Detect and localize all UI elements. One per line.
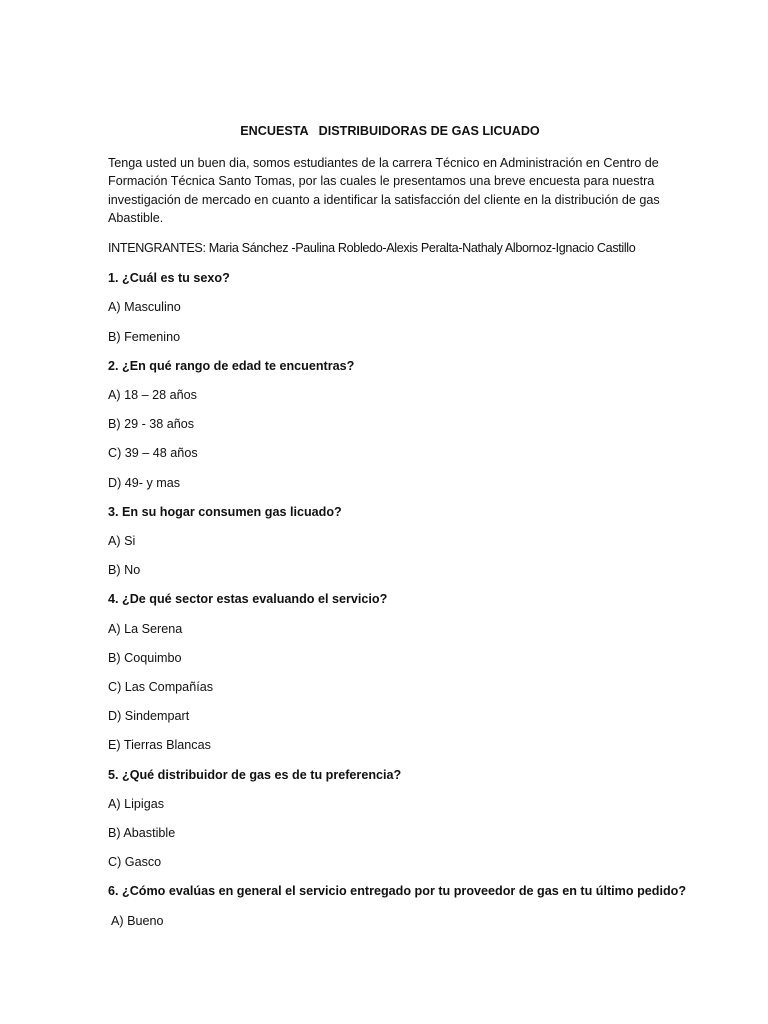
question-4-option-d: D) Sindempart — [108, 709, 190, 724]
question-5-option-c: C) Gasco — [108, 855, 162, 870]
document-content — [108, 122, 687, 941]
question-6-option-a: A) Bueno — [111, 913, 164, 928]
question-1-option-a: A) Masculino — [108, 300, 181, 315]
members-line: INTENGRANTES: Maria Sánchez -Paulina Robledo-Alexis Peralta-Nathaly Albornoz-Ignacio Castillo — [108, 241, 636, 256]
question-5-option-a: A) Lipigas — [108, 796, 165, 811]
question-4-option-e: E) Tierras Blancas — [108, 738, 211, 753]
question-2: 2. ¿En qué rango de edad te encuentras? — [108, 358, 355, 373]
question-4-option-a: A) La Serena — [108, 621, 183, 636]
question-3: 3. En su hogar consumen gas licuado? — [108, 504, 342, 519]
question-1-option-b: B) Femenino — [108, 329, 181, 344]
question-4: 4. ¿De qué sector estas evaluando el servicio? — [108, 592, 388, 607]
question-2-option-d: D) 49- y mas — [108, 475, 181, 490]
question-6: 6. ¿Cómo evalúas en general el servicio entregado por tu proveedor de gas en tu último pedido? — [108, 884, 687, 899]
question-2-option-a: A) 18 – 28 años — [108, 388, 197, 403]
question-2-option-b: B) 29 - 38 años — [108, 417, 195, 432]
question-4-option-c: C) Las Compañías — [108, 680, 213, 695]
question-1: 1. ¿Cuál es tu sexo? — [108, 271, 230, 286]
document-title: ENCUESTA DISTRIBUIDORAS DE GAS LICUADO — [240, 124, 540, 138]
question-2-option-c: C) 39 – 48 años — [108, 446, 198, 461]
question-3-option-a: A) Si — [108, 534, 136, 549]
intro-paragraph: Tenga usted un buen dia, somos estudiantes de la carrera Técnico en Administración en Centro de Formación Técnica Santo Tomas, por las cuales le presentamos una breve encuesta para nuestra investigación de mercado en cuanto a identificar la satisfacción del cliente en la distribución de gas Abastible. — [108, 156, 660, 225]
question-5: 5. ¿Qué distribuidor de gas es de tu preferencia? — [108, 767, 402, 782]
question-5-option-b: B) Abastible — [108, 826, 176, 841]
question-4-option-b: B) Coquimbo — [108, 650, 182, 665]
question-3-option-b: B) No — [108, 563, 141, 578]
